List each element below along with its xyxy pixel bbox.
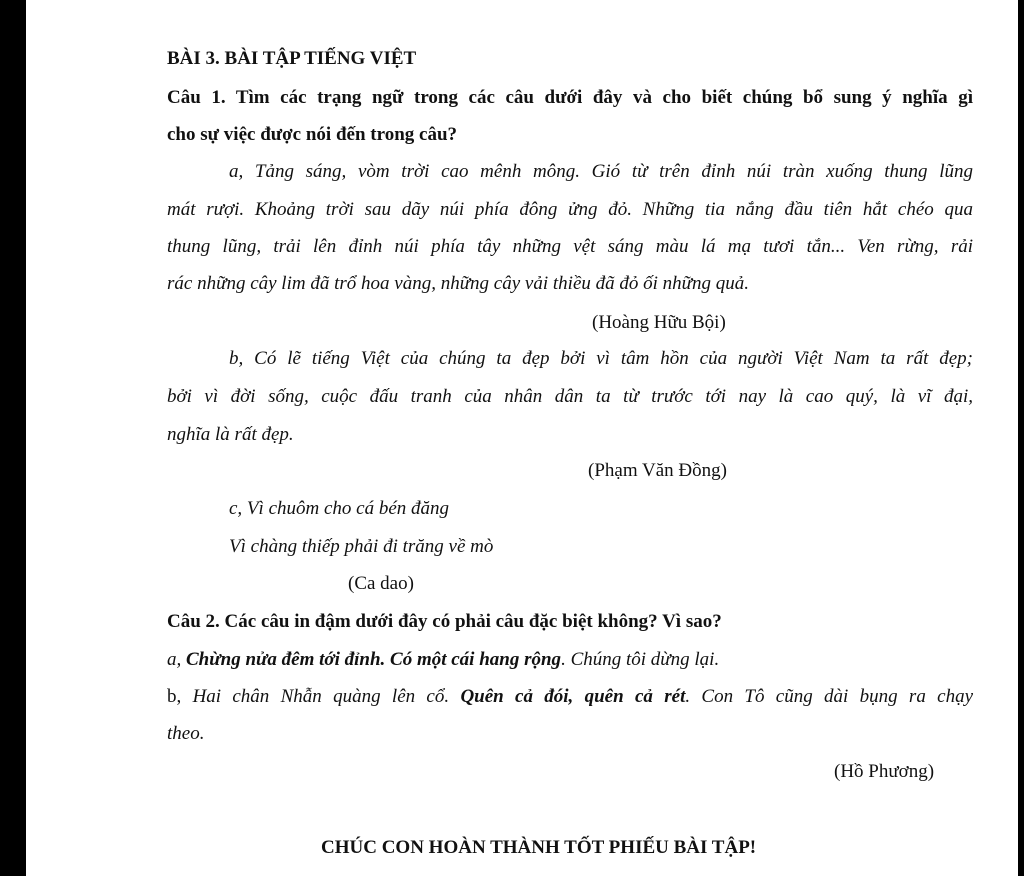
item-b-bold-sentence: Quên cả đói, quên cả rét — [460, 686, 686, 707]
worksheet-page — [26, 0, 1018, 876]
item-b-text-1: Hai chân Nhẫn quàng lên cổ. — [192, 686, 461, 707]
question-1-line-1: Câu 1. Tìm các trạng ngữ trong các câu dưới đây và cho biết chúng bổ sung ý nghĩa gì — [167, 87, 973, 108]
closing-message: CHÚC CON HOÀN THÀNH TỐT PHIẾU BÀI TẬP! — [321, 837, 757, 858]
passage-b-line-3: nghĩa là rất đẹp. — [167, 424, 294, 445]
passage-a-line-4: rác những cây lim đã trổ hoa vàng, những cây vải thiều đã đỏ ối những quả. — [167, 273, 750, 294]
passage-a-line-1: a, Tảng sáng, vòm trời cao mênh mông. Gió từ trên đỉnh núi tràn xuống thung lũng — [229, 161, 973, 182]
item-a-bold-sentence: Chừng nửa đêm tới đỉnh. Có một cái hang rộng — [186, 649, 562, 670]
question-2-title: Câu 2. Các câu in đậm dưới đây có phải câu đặc biệt không? Vì sao? — [167, 611, 722, 632]
question-2-item-a — [167, 648, 973, 672]
passage-b-line-2: bởi vì đời sống, cuộc đấu tranh của nhân dân ta từ trước tới nay là cao quý, là vĩ đại, — [167, 386, 973, 407]
passage-c-source: (Ca dao) — [348, 573, 414, 594]
item-a-prefix: a, — [167, 649, 186, 670]
passage-a-source: (Hoàng Hữu Bội) — [592, 312, 726, 333]
passage-a-line-2: mát rượi. Khoảng trời sau dãy núi phía đông ửng đỏ. Những tia nắng đầu tiên hắt chéo qua — [167, 199, 973, 220]
question-2-item-b-line-2: theo. — [167, 723, 205, 744]
passage-b-line-1: b, Có lẽ tiếng Việt của chúng ta đẹp bởi vì tâm hồn của người Việt Nam ta rất đẹp; — [229, 348, 973, 369]
question-2-source: (Hồ Phương) — [834, 761, 935, 782]
passage-a-line-3: thung lũng, trải lên đỉnh núi phía tây những vệt sáng màu lá mạ tươi tắn... Ven rừng, rải — [167, 236, 973, 257]
question-1-line-2: cho sự việc được nói đến trong câu? — [167, 124, 458, 145]
passage-c-line-2: Vì chàng thiếp phải đi trăng về mò — [229, 536, 494, 557]
passage-c-line-1: c, Vì chuôm cho cá bén đăng — [229, 498, 450, 519]
worksheet-title: BÀI 3. BÀI TẬP TIẾNG VIỆT — [167, 48, 417, 69]
item-a-rest: . Chúng tôi dừng lại. — [561, 649, 720, 670]
item-b-text-2: . Con Tô cũng dài bụng ra chạy — [685, 686, 973, 707]
item-b-prefix: b, — [167, 686, 193, 707]
passage-b-source: (Phạm Văn Đồng) — [588, 460, 727, 481]
question-2-item-b — [167, 685, 973, 709]
